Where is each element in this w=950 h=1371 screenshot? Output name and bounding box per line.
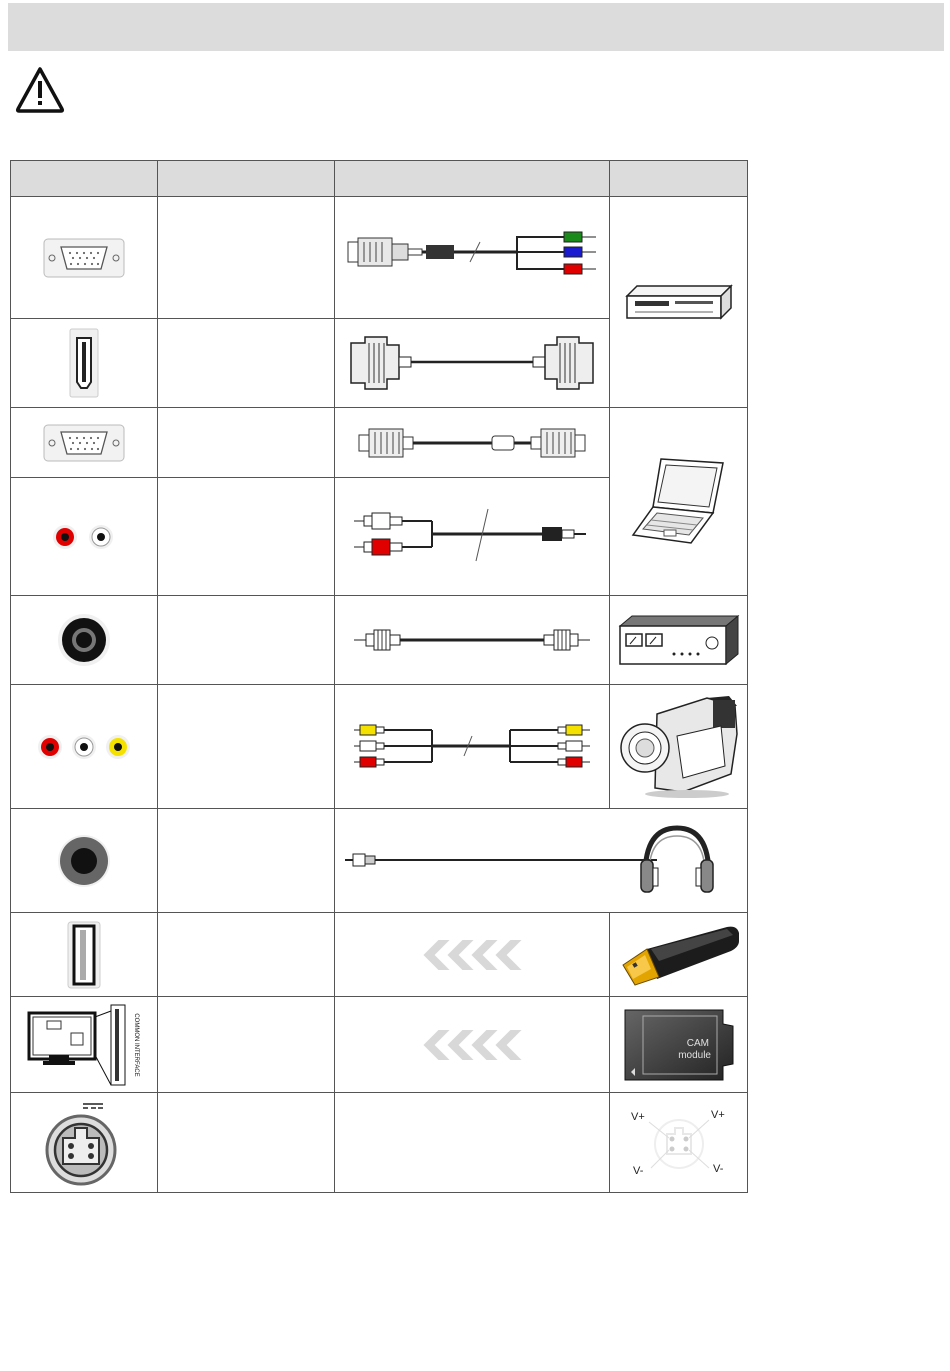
port-cell <box>11 913 158 997</box>
cable-cell <box>335 1093 610 1193</box>
hdmi-port-icon <box>69 328 99 398</box>
table-row <box>11 408 748 478</box>
table-header-row <box>11 161 748 197</box>
cable-cell <box>335 408 610 478</box>
spdif-coax-port-icon <box>57 613 111 667</box>
pin-label-top-right: V+ <box>710 1108 725 1121</box>
insert-arrows-icon <box>420 1028 524 1062</box>
column-header-device <box>610 161 748 197</box>
audio-amplifier-icon <box>618 614 740 666</box>
usb-port-icon <box>66 920 102 990</box>
device-cell <box>610 408 748 596</box>
headphone-cable-icon <box>341 824 741 898</box>
vga-port-icon <box>43 424 125 462</box>
cable-cell <box>335 197 610 319</box>
table-row <box>11 913 748 997</box>
ci-slot-label: COMMON INTERFACE <box>133 1012 139 1077</box>
device-cell <box>610 596 748 685</box>
vga-port-icon <box>43 238 125 278</box>
port-cell <box>11 685 158 809</box>
port-cell <box>11 478 158 596</box>
lnb-dc-port-icon <box>39 1098 129 1188</box>
cable-cell <box>335 478 610 596</box>
rca-audio-port-icon <box>49 520 119 554</box>
port-cell <box>11 596 158 685</box>
warning-triangle-icon <box>15 66 65 114</box>
table-row <box>11 685 748 809</box>
cam-module-line2: module <box>677 1049 711 1061</box>
port-cell <box>11 408 158 478</box>
port-cell <box>11 1093 158 1193</box>
pin-label-bottom-left: V- <box>632 1164 643 1177</box>
rca-to-minijack-cable-icon <box>352 507 592 567</box>
type-cell <box>158 685 335 809</box>
cable-cell <box>335 913 610 997</box>
type-cell <box>158 809 335 913</box>
cable-cell <box>335 809 748 913</box>
hdmi-cable-icon <box>347 333 597 393</box>
pin-label-bottom-right: V- <box>712 1162 723 1175</box>
cam-module-line1: CAM <box>686 1037 709 1049</box>
cam-module-icon <box>623 1008 735 1082</box>
type-cell <box>158 596 335 685</box>
port-cell <box>11 997 158 1093</box>
device-cell <box>610 685 748 809</box>
table-row <box>11 596 748 685</box>
type-cell <box>158 478 335 596</box>
laptop-icon <box>631 455 727 549</box>
vga-to-component-cable-icon <box>342 228 602 288</box>
type-cell <box>158 319 335 408</box>
camcorder-icon <box>617 694 741 800</box>
vga-cable-icon <box>357 423 587 463</box>
device-cell <box>610 997 748 1093</box>
port-cell <box>11 197 158 319</box>
cable-cell <box>335 596 610 685</box>
insert-arrows-icon <box>420 938 524 972</box>
av-cable-icon <box>352 722 592 772</box>
table-row <box>11 1093 748 1193</box>
device-cell <box>610 913 748 997</box>
dvd-player-icon <box>623 282 735 322</box>
table-row <box>11 809 748 913</box>
header-bar <box>8 3 944 51</box>
table-row <box>11 997 748 1093</box>
column-header-type <box>158 161 335 197</box>
type-cell <box>158 197 335 319</box>
type-cell <box>158 913 335 997</box>
pin-label-top-left: V+ <box>630 1110 645 1123</box>
headphone-jack-icon <box>57 834 111 888</box>
coax-cable-icon <box>352 625 592 655</box>
port-cell <box>11 319 158 408</box>
type-cell <box>158 408 335 478</box>
table-row <box>11 197 748 319</box>
type-cell <box>158 1093 335 1193</box>
av-composite-port-icon <box>34 731 134 763</box>
column-header-cable <box>335 161 610 197</box>
port-cell <box>11 809 158 913</box>
cable-cell <box>335 997 610 1093</box>
usb-stick-icon <box>617 923 741 987</box>
device-cell <box>610 197 748 408</box>
cable-cell <box>335 685 610 809</box>
cable-cell <box>335 319 610 408</box>
ci-slot-icon <box>23 1003 145 1087</box>
pin-diagram-icon <box>629 1108 729 1178</box>
type-cell <box>158 997 335 1093</box>
device-cell <box>610 1093 748 1193</box>
column-header-connector <box>11 161 158 197</box>
connection-table <box>10 160 748 1193</box>
